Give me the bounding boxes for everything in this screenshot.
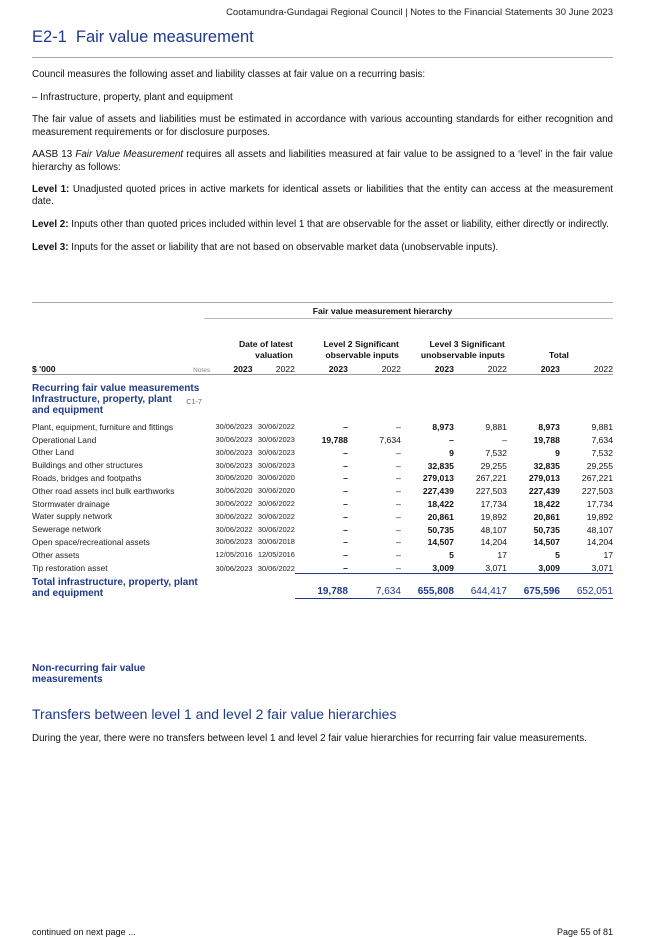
level-2-definition — [32, 219, 613, 231]
asset-class-label: Other Land — [32, 447, 74, 458]
asset-class-label: Roads, bridges and footpaths — [32, 472, 142, 483]
total-2023: 3,009 — [538, 563, 560, 574]
level2-2022: – — [396, 460, 401, 471]
recurring-title: Recurring fair value measurements — [32, 382, 200, 394]
valuation-date-2022: 30/06/2022 — [257, 563, 295, 573]
level2-2022: – — [396, 524, 401, 535]
total-2023: 19,788 — [533, 435, 560, 446]
asset-class-label: Other assets — [32, 549, 80, 560]
total-l3-2023: 655,808 — [401, 574, 454, 599]
level3-2022: 29,255 — [480, 460, 507, 471]
asset-class-label: Plant, equipment, furniture and fittings — [32, 421, 174, 432]
total-2022: 7,634 — [591, 435, 613, 446]
level-3-text: Inputs for the asset or liability that are not based on observable market data (unobservable inputs). — [68, 241, 499, 253]
level2-2022: – — [396, 499, 401, 510]
l3-2023-header: 2023 — [401, 360, 454, 375]
level2-2023: – — [343, 524, 348, 535]
asset-rows — [32, 420, 613, 574]
table-row — [32, 471, 613, 484]
total-2022: 14,204 — [586, 537, 613, 548]
total-row — [32, 574, 613, 599]
valuation-date-2022: 30/06/2023 — [257, 435, 295, 445]
date-2023-header: 2023 — [210, 360, 252, 375]
level3-2022: – — [502, 435, 507, 446]
asset-class-label: Open space/recreational assets — [32, 536, 150, 547]
valuation-date-2022: 30/06/2022 — [257, 524, 295, 534]
title-divider — [32, 57, 613, 58]
level-3-definition — [32, 242, 613, 254]
valuation-date-2023: 30/06/2020 — [215, 486, 253, 496]
asset-class-label: Operational Land — [32, 434, 97, 445]
valuation-date-2023: 30/06/2022 — [215, 511, 253, 521]
level3-2023: 5 — [449, 550, 454, 561]
running-header: Cootamundra-Gundagai Regional Council | Notes to the Financial Statements 30 June 2023 — [226, 7, 613, 18]
total-2022: 652,051 — [560, 574, 613, 599]
level3-2022: 17,734 — [480, 499, 507, 510]
valuation-date-2022: 30/06/2020 — [257, 486, 295, 496]
valuation-date-2023: 30/06/2022 — [215, 524, 253, 534]
asset-class-label: Buildings and other structures — [32, 460, 143, 471]
level3-2022: 48,107 — [480, 524, 507, 535]
hierarchy-divider — [204, 318, 613, 319]
total-l2-2023: 19,788 — [295, 574, 348, 599]
table-row — [32, 496, 613, 509]
l3-2022-header: 2022 — [454, 360, 507, 375]
valuation-date-2023: 12/05/2016 — [215, 550, 253, 560]
total-2022: 267,221 — [581, 473, 613, 484]
date-2022-header: 2022 — [253, 360, 295, 375]
asset-class-label: Other road assets incl bulk earthworks — [32, 485, 175, 496]
level2-2023: – — [343, 486, 348, 497]
valuation-date-2022: 30/06/2022 — [257, 499, 295, 509]
ippe-section-row — [32, 394, 613, 420]
level2-2022: – — [396, 486, 401, 497]
total-2023: 675,596 — [507, 574, 560, 599]
level2-2022: – — [396, 563, 401, 574]
intro-paragraph-3: The fair value of assets and liabilities must be estimated in accordance with various accounting standards for either recognition and measurement requirements or for disclosure purposes. — [32, 114, 613, 138]
fair-value-table — [32, 320, 613, 599]
total-2022-header: 2022 — [560, 360, 613, 375]
valuation-date-2023: 30/06/2023 — [215, 537, 253, 547]
ippe-note-ref: C1-7 — [186, 396, 202, 406]
level2-2023: – — [343, 511, 348, 522]
level3-2022: 227,503 — [475, 486, 507, 497]
valuation-date-2022: 30/06/2020 — [257, 473, 295, 483]
level3-2023: 50,735 — [427, 524, 454, 535]
total-2022: 17,734 — [586, 499, 613, 510]
table-row — [32, 432, 613, 445]
level-3-label: Level 3: — [32, 241, 69, 253]
level3-2023: 9 — [449, 447, 454, 458]
level2-2023: – — [343, 473, 348, 484]
asset-class-label: Stormwater drainage — [32, 498, 110, 509]
total-l3-2022: 644,417 — [454, 574, 507, 599]
level2-2022: – — [396, 550, 401, 561]
level-2-text: Inputs other than quoted prices included within level 1 that are observable for the asset or liability, either directly or indirectly. — [68, 219, 609, 231]
level2-2022: – — [396, 422, 401, 433]
level3-2023: 279,013 — [422, 473, 454, 484]
level2-2023: – — [343, 563, 348, 574]
l2-2022-header: 2022 — [348, 360, 401, 375]
valuation-date-2022: 30/06/2022 — [257, 511, 295, 521]
section-number: E2-1 — [32, 28, 67, 46]
valuation-date-2023: 30/06/2022 — [215, 499, 253, 509]
level2-2023: – — [343, 460, 348, 471]
level2-2022: – — [396, 511, 401, 522]
valuation-date-2023: 30/06/2020 — [215, 473, 253, 483]
level3-2023: 18,422 — [427, 499, 454, 510]
total-2023: 8,973 — [538, 422, 560, 433]
level3-2022: 19,892 — [480, 511, 507, 522]
table-top-divider — [32, 302, 613, 303]
total-2022: 227,503 — [581, 486, 613, 497]
intro-paragraph-2: – Infrastructure, property, plant and equipment — [32, 91, 233, 103]
level2-2022: – — [396, 473, 401, 484]
section-title — [32, 28, 254, 47]
ippe-title: Infrastructure, property, plant and equipment — [32, 393, 172, 416]
level-2-label: Level 2: — [32, 219, 69, 231]
total-2023: 20,861 — [533, 511, 560, 522]
table-row — [32, 522, 613, 535]
level-1-text: Unadjusted quoted prices in active markets for identical assets or liabilities that the entity can access at the measurement date. — [32, 184, 613, 208]
level2-2023: – — [343, 422, 348, 433]
level3-2022: 267,221 — [475, 473, 507, 484]
total-2023: 50,735 — [533, 524, 560, 535]
total-2022: 3,071 — [591, 563, 613, 574]
table-row — [32, 445, 613, 458]
total-2022: 7,532 — [591, 447, 613, 458]
year-header-row — [32, 360, 613, 375]
table-row — [32, 547, 613, 560]
intro-body — [32, 69, 613, 265]
hierarchy-title: Fair value measurement hierarchy — [312, 306, 453, 316]
level3-2023: 3,009 — [432, 563, 454, 574]
total-2022: 9,881 — [591, 422, 613, 433]
section-heading: Fair value measurement — [75, 28, 254, 46]
asset-class-label: Water supply network — [32, 511, 113, 522]
transfers-heading: Transfers between level 1 and level 2 fair value hierarchies — [32, 706, 397, 722]
valuation-date-2023: 30/06/2023 — [215, 422, 253, 432]
valuation-date-2023: 30/06/2023 — [215, 563, 253, 573]
valuation-date-2023: 30/06/2023 — [215, 435, 253, 445]
col-date-header: Date of latest valuation — [238, 339, 293, 360]
transfers-text: During the year, there were no transfers between level 1 and level 2 fair value hierarchies for recurring fair value measurements. — [32, 733, 587, 744]
col-level2-header: Level 2 Significant observable inputs — [323, 339, 399, 360]
recurring-section-row — [32, 383, 613, 394]
table-header-row — [32, 320, 613, 360]
valuation-date-2022: 30/06/2018 — [257, 537, 295, 547]
level3-2022: 17 — [497, 550, 507, 561]
table-row — [32, 458, 613, 471]
col-total-header: Total — [549, 349, 569, 360]
col-level3-header: Level 3 Significant unobservable inputs — [420, 339, 505, 360]
table-row — [32, 535, 613, 548]
total-2023: 18,422 — [533, 499, 560, 510]
level3-2023: – — [449, 435, 454, 446]
total-2023: 14,507 — [533, 537, 560, 548]
l2-2023-header: 2023 — [295, 360, 348, 375]
valuation-date-2022: 30/06/2022 — [257, 422, 295, 432]
valuation-date-2023: 30/06/2023 — [215, 447, 253, 457]
p4-text-b: requires all assets and liabilities measured at fair value to be assigned to a ‘level’ in the fair value hierarchy as follows: — [32, 149, 613, 173]
table-row — [32, 509, 613, 522]
unit-label: $ '000 — [32, 360, 178, 375]
level3-2023: 14,507 — [427, 537, 454, 548]
asset-class-label: Sewerage network — [32, 524, 102, 535]
total-2023: 227,439 — [528, 486, 560, 497]
total-2023: 279,013 — [528, 473, 560, 484]
total-2022: 29,255 — [586, 460, 613, 471]
total-2023: 32,835 — [533, 460, 560, 471]
total-label: Total infrastructure, property, plant and equipment — [32, 576, 198, 599]
page-number: Page 55 of 81 — [556, 927, 613, 937]
total-2022: 17 — [603, 550, 613, 561]
level2-2023: – — [343, 499, 348, 510]
valuation-date-2023: 30/06/2023 — [215, 460, 253, 470]
level2-2023: – — [343, 447, 348, 458]
continued-link: continued on next page ... — [32, 927, 136, 937]
level3-2022: 7,532 — [485, 447, 507, 458]
intro-paragraph-4 — [32, 149, 613, 173]
table-row — [32, 420, 613, 433]
p4-standard-name: Fair Value Measurement — [75, 149, 184, 161]
total-2022: 48,107 — [586, 524, 613, 535]
asset-class-label: Tip restoration asset — [32, 563, 108, 574]
level3-2023: 32,835 — [427, 460, 454, 471]
level2-2022: – — [396, 447, 401, 458]
level2-2023: – — [343, 537, 348, 548]
level2-2022: – — [396, 537, 401, 548]
level3-2023: 227,439 — [422, 486, 454, 497]
intro-paragraph-1: Council measures the following asset and liability classes at fair value on a recurring basis: — [32, 69, 426, 80]
level3-2022: 9,881 — [485, 422, 507, 433]
level2-2022: 7,634 — [379, 435, 401, 446]
level3-2023: 20,861 — [427, 511, 454, 522]
total-2023: 9 — [555, 447, 560, 458]
level-1-label: Level 1: — [32, 184, 70, 196]
level2-2023: 19,788 — [321, 435, 348, 446]
p4-text-a: AASB 13 — [32, 149, 76, 161]
notes-header: Notes — [178, 360, 210, 375]
table-row — [32, 560, 613, 573]
table-row — [32, 483, 613, 496]
total-l2-2022: 7,634 — [348, 574, 401, 599]
valuation-date-2022: 30/06/2023 — [257, 460, 295, 470]
level3-2023: 8,973 — [432, 422, 454, 433]
valuation-date-2022: 30/06/2023 — [257, 447, 295, 457]
level3-2022: 14,204 — [480, 537, 507, 548]
valuation-date-2022: 12/05/2016 — [257, 550, 295, 560]
total-2022: 19,892 — [586, 511, 613, 522]
level3-2022: 3,071 — [485, 563, 507, 574]
total-2023: 5 — [555, 550, 560, 561]
level2-2023: – — [343, 550, 348, 561]
total-2023-header: 2023 — [507, 360, 560, 375]
level-1-definition — [32, 184, 613, 208]
nonrecurring-title: Non-recurring fair value measurements — [32, 663, 146, 685]
